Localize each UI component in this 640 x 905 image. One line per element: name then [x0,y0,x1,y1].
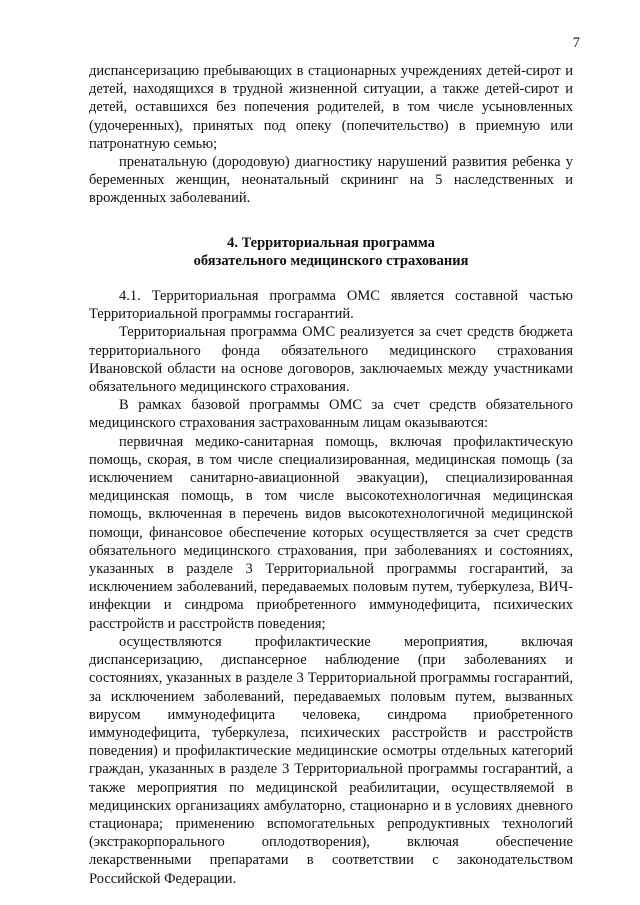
section-heading-line2: обязательного медицинского страхования [193,252,469,269]
paragraph-preventive: осуществляются профилактические мероприятия, включая диспансеризацию, диспансерное наблюдение (при заболеваниях и состояниях, указанных в разделе 3 Территориальной программы госгарантий, за исключением заболеваний, передаваемых половым путем, вызванных вирусом иммунодефицита человека, синдрома приобретенного иммунодефицита, туберкулеза, психических расстройств и расстройств поведения) и профилактические медицинские осмотры отдельных категорий граждан, указанных в разделе 3 Территориальной программы госгарантий, а также мероприятия по медицинской реабилитации, осуществляемой в медицинских организациях амбулаторно, стационарно и в условиях дневного стационара; применению вспомогательных репродуктивных технологий (экстракорпорального оплодотворения), включая обеспечение лекарственными препаратами в соответствии с законодательством Российской Федерации. [89,633,573,887]
page-number: 7 [572,35,580,51]
paragraph-primary-care: первичная медико-санитарная помощь, включая профилактическую помощь, скорая, в том числе специализированная, медицинская помощь (за исключением санитарно-авиационной эвакуации), специализированная медицинская помощь, в том числе высокотехнологичная медицинская помощь, включенная в перечень видов высокотехнологичной медицинской помощи, финансовое обеспечение которых осуществляется за счет средств обязательного медицинского страхования, при заболеваниях и состояниях, указанных в разделе 3 Территориальной программы госгарантий, за исключением заболеваний, передаваемых половым путем, туберкулеза, ВИЧ-инфекции и синдрома приобретенного иммунодефицита, психических расстройств и расстройств поведения; [89,433,573,632]
intro-paragraph-orphans: диспансеризацию пребывающих в стационарных учреждениях детей-сирот и детей, находящихся в трудной жизненной ситуации, а также детей-сирот и детей, оставшихся без попечения родителей, в том числе усыновленных (удочеренных), принятых под опеку (попечительство) в приемную или патронатную семью; [89,63,573,152]
paragraph-funding: Территориальная программа ОМС реализуется за счет средств бюджета территориального фонда обязательного медицинского страхования Ивановской области на основе договоров, заключаемых между участниками обязательного медицинского страхования. [89,324,573,396]
paragraph-base-program: В рамках базовой программы ОМС за счет средств обязательного медицинского страхования застрахованным лицам оказываются: [89,397,573,432]
paragraph-4-1: 4.1. Территориальная программа ОМС является составной частью Территориальной программы госгарантий. [89,288,573,323]
intro-paragraph-prenatal: пренатальную (дородовую) диагностику нарушений развития ребенка у беременных женщин, неонатальный скрининг на 5 наследственных и врожденных заболеваний. [89,154,573,207]
section-heading [89,234,573,270]
section-heading-line1: 4. Территориальная программа [227,234,435,251]
document-body [89,62,573,888]
